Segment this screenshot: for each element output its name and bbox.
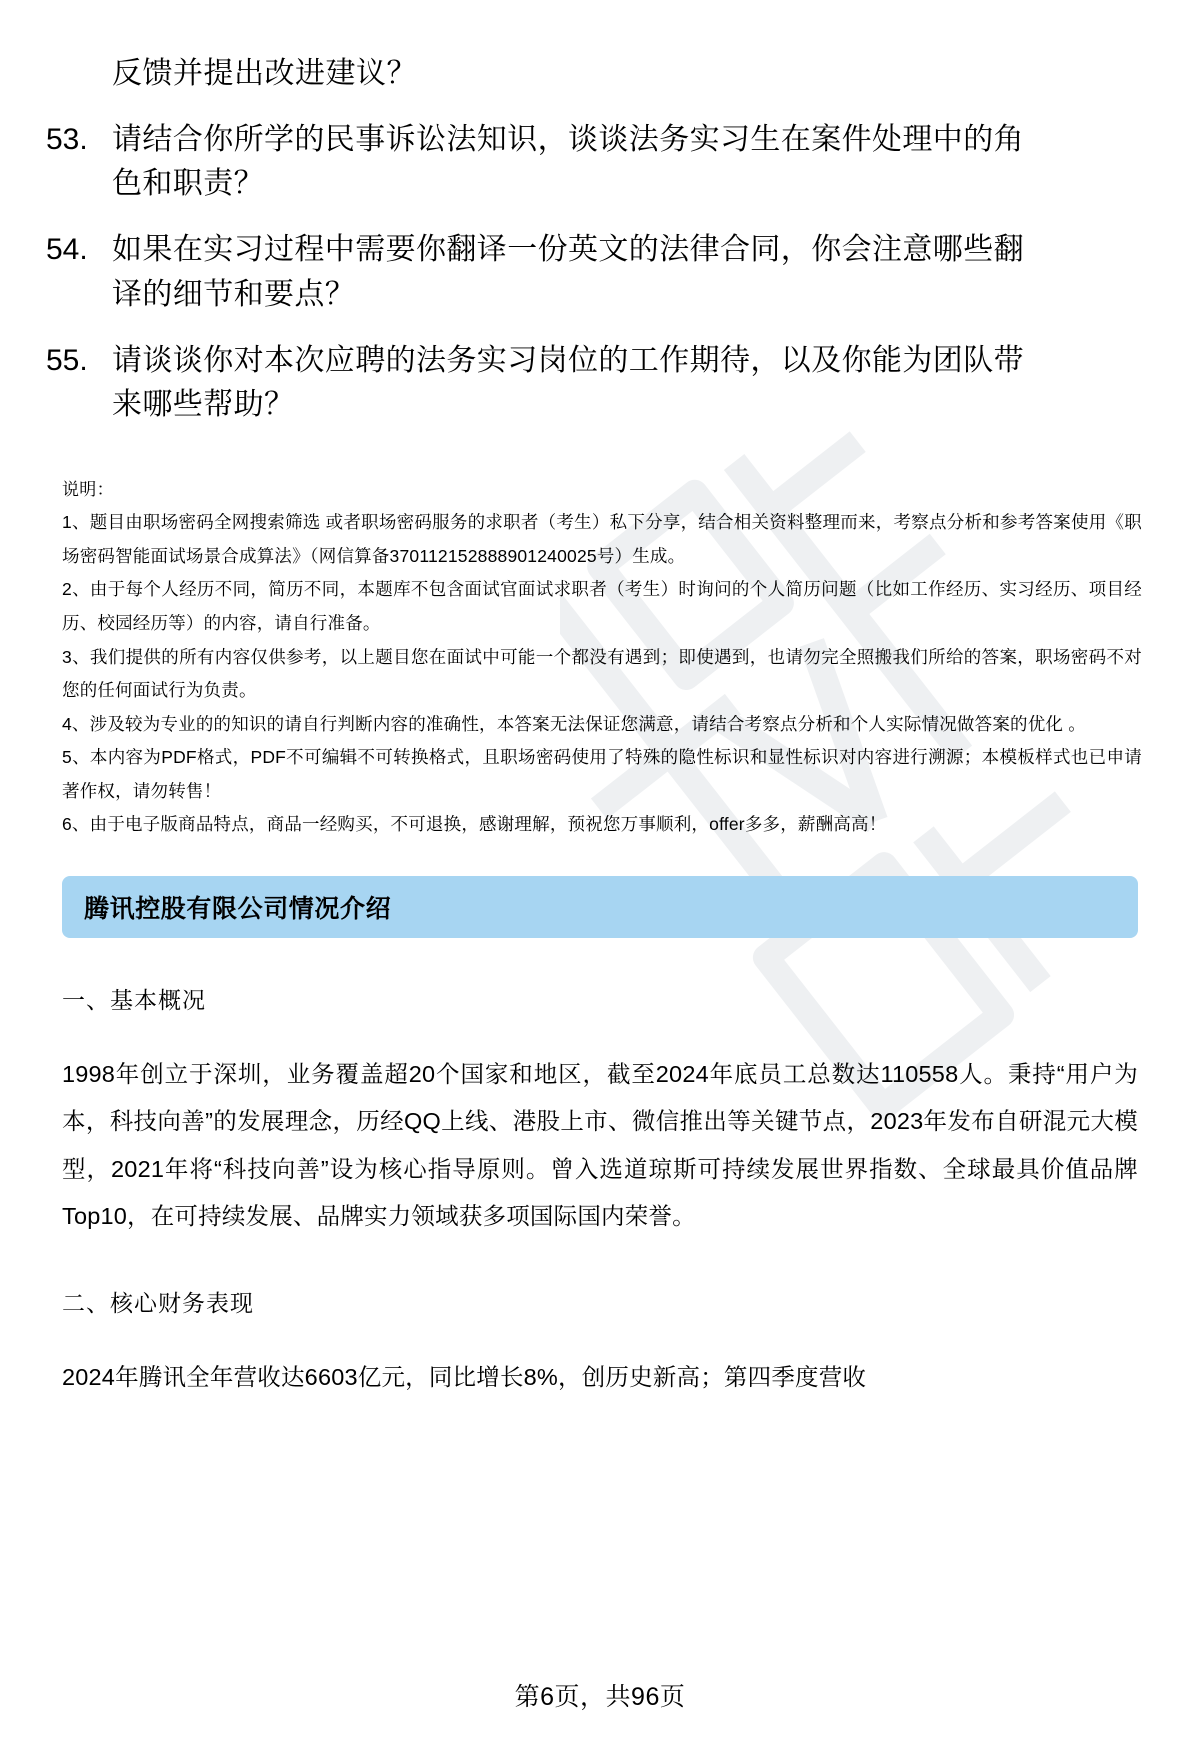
- question-number: 55.: [46, 344, 88, 378]
- company-banner: [62, 876, 1138, 938]
- question-text: 如果在实习过程中需要你翻译一份英文的法律合同，你会注意哪些翻译的细节和要点？: [112, 233, 1024, 311]
- note-line-5: 5、本内容为PDF格式，PDF不可编辑不可转换格式，且职场密码使用了特殊的隐性标识和显性标识对内容进行溯源；本模板样式也已申请著作权，请勿转售！: [62, 747, 1142, 801]
- section-paragraph: 1998年创立于深圳，业务覆盖超20个国家和地区，截至2024年底员工总数达110558人。秉持“用户为本，科技向善”的发展理念，历经QQ上线、港股上市、微信推出等关键节点，2023年发布自研混元大模型，2021年将“科技向善”设为核心指导原则。曾入选道琼斯可持续发展世界指数、全球最具价值品牌Top10，在可持续发展、品牌实力领域获多项国际国内荣誉。: [62, 1060, 1138, 1230]
- question-text: 请结合你所学的民事诉讼法知识，谈谈法务实习生在案件处理中的角色和职责？: [112, 122, 1024, 200]
- question-text: 请谈谈你对本次应聘的法务实习岗位的工作期待，以及你能为团队带来哪些帮助？: [112, 344, 1024, 422]
- section-financial-performance: [0, 1285, 1200, 1401]
- company-banner-title: 腾讯控股有限公司情况介绍: [84, 895, 392, 924]
- question-number: 53.: [46, 122, 88, 156]
- question-item-54: [46, 206, 1200, 317]
- section-heading: 二、核心财务表现: [62, 1289, 254, 1316]
- note-line-2: 2、由于每个人经历不同，简历不同，本题库不包含面试官面试求职者（考生）时询问的个人简历问题（比如工作经历、实习经历、项目经历、校园经历等）的内容，请自行准备。: [62, 579, 1142, 633]
- notes-title: 说明：: [62, 479, 114, 499]
- notes-block: [0, 474, 1200, 842]
- note-line-1: 1、题目由职场密码全网搜索筛选 或者职场密码服务的求职者（考生）私下分享，结合相关资料整理而来，考察点分析和参考答案使用《职场密码智能面试场景合成算法》（网信算备370112152888901240025号）生成。: [62, 512, 1142, 566]
- question-item-55: [46, 317, 1200, 428]
- question-number: 54.: [46, 233, 88, 267]
- section-paragraph: 2024年腾讯全年营收达6603亿元，同比增长8%，创历史新高；第四季度营收: [62, 1363, 867, 1390]
- note-line-4: 4、涉及较为专业的的知识的请自行判断内容的准确性，本答案无法保证您满意，请结合考察点分析和个人实际情况做答案的优化 。: [62, 713, 1086, 734]
- question-item-53: [46, 96, 1200, 207]
- note-line-6: 6、由于电子版商品特点，商品一经购买，不可退换，感谢理解，预祝您万事顺利，offer多多，薪酬高高！: [62, 814, 887, 835]
- note-line-3: 3、我们提供的所有内容仅供参考，以上题目您在面试中可能一个都没有遇到；即使遇到，也请勿完全照搬我们所给的答案，职场密码不对您的任何面试行为负责。: [62, 646, 1142, 701]
- section-basic-overview: [0, 982, 1200, 1241]
- section-heading: 一、基本概况: [62, 987, 206, 1014]
- continued-question-text: 反馈并提出改进建议？: [112, 57, 417, 90]
- page-footer: 第6页，共96页: [514, 1683, 686, 1711]
